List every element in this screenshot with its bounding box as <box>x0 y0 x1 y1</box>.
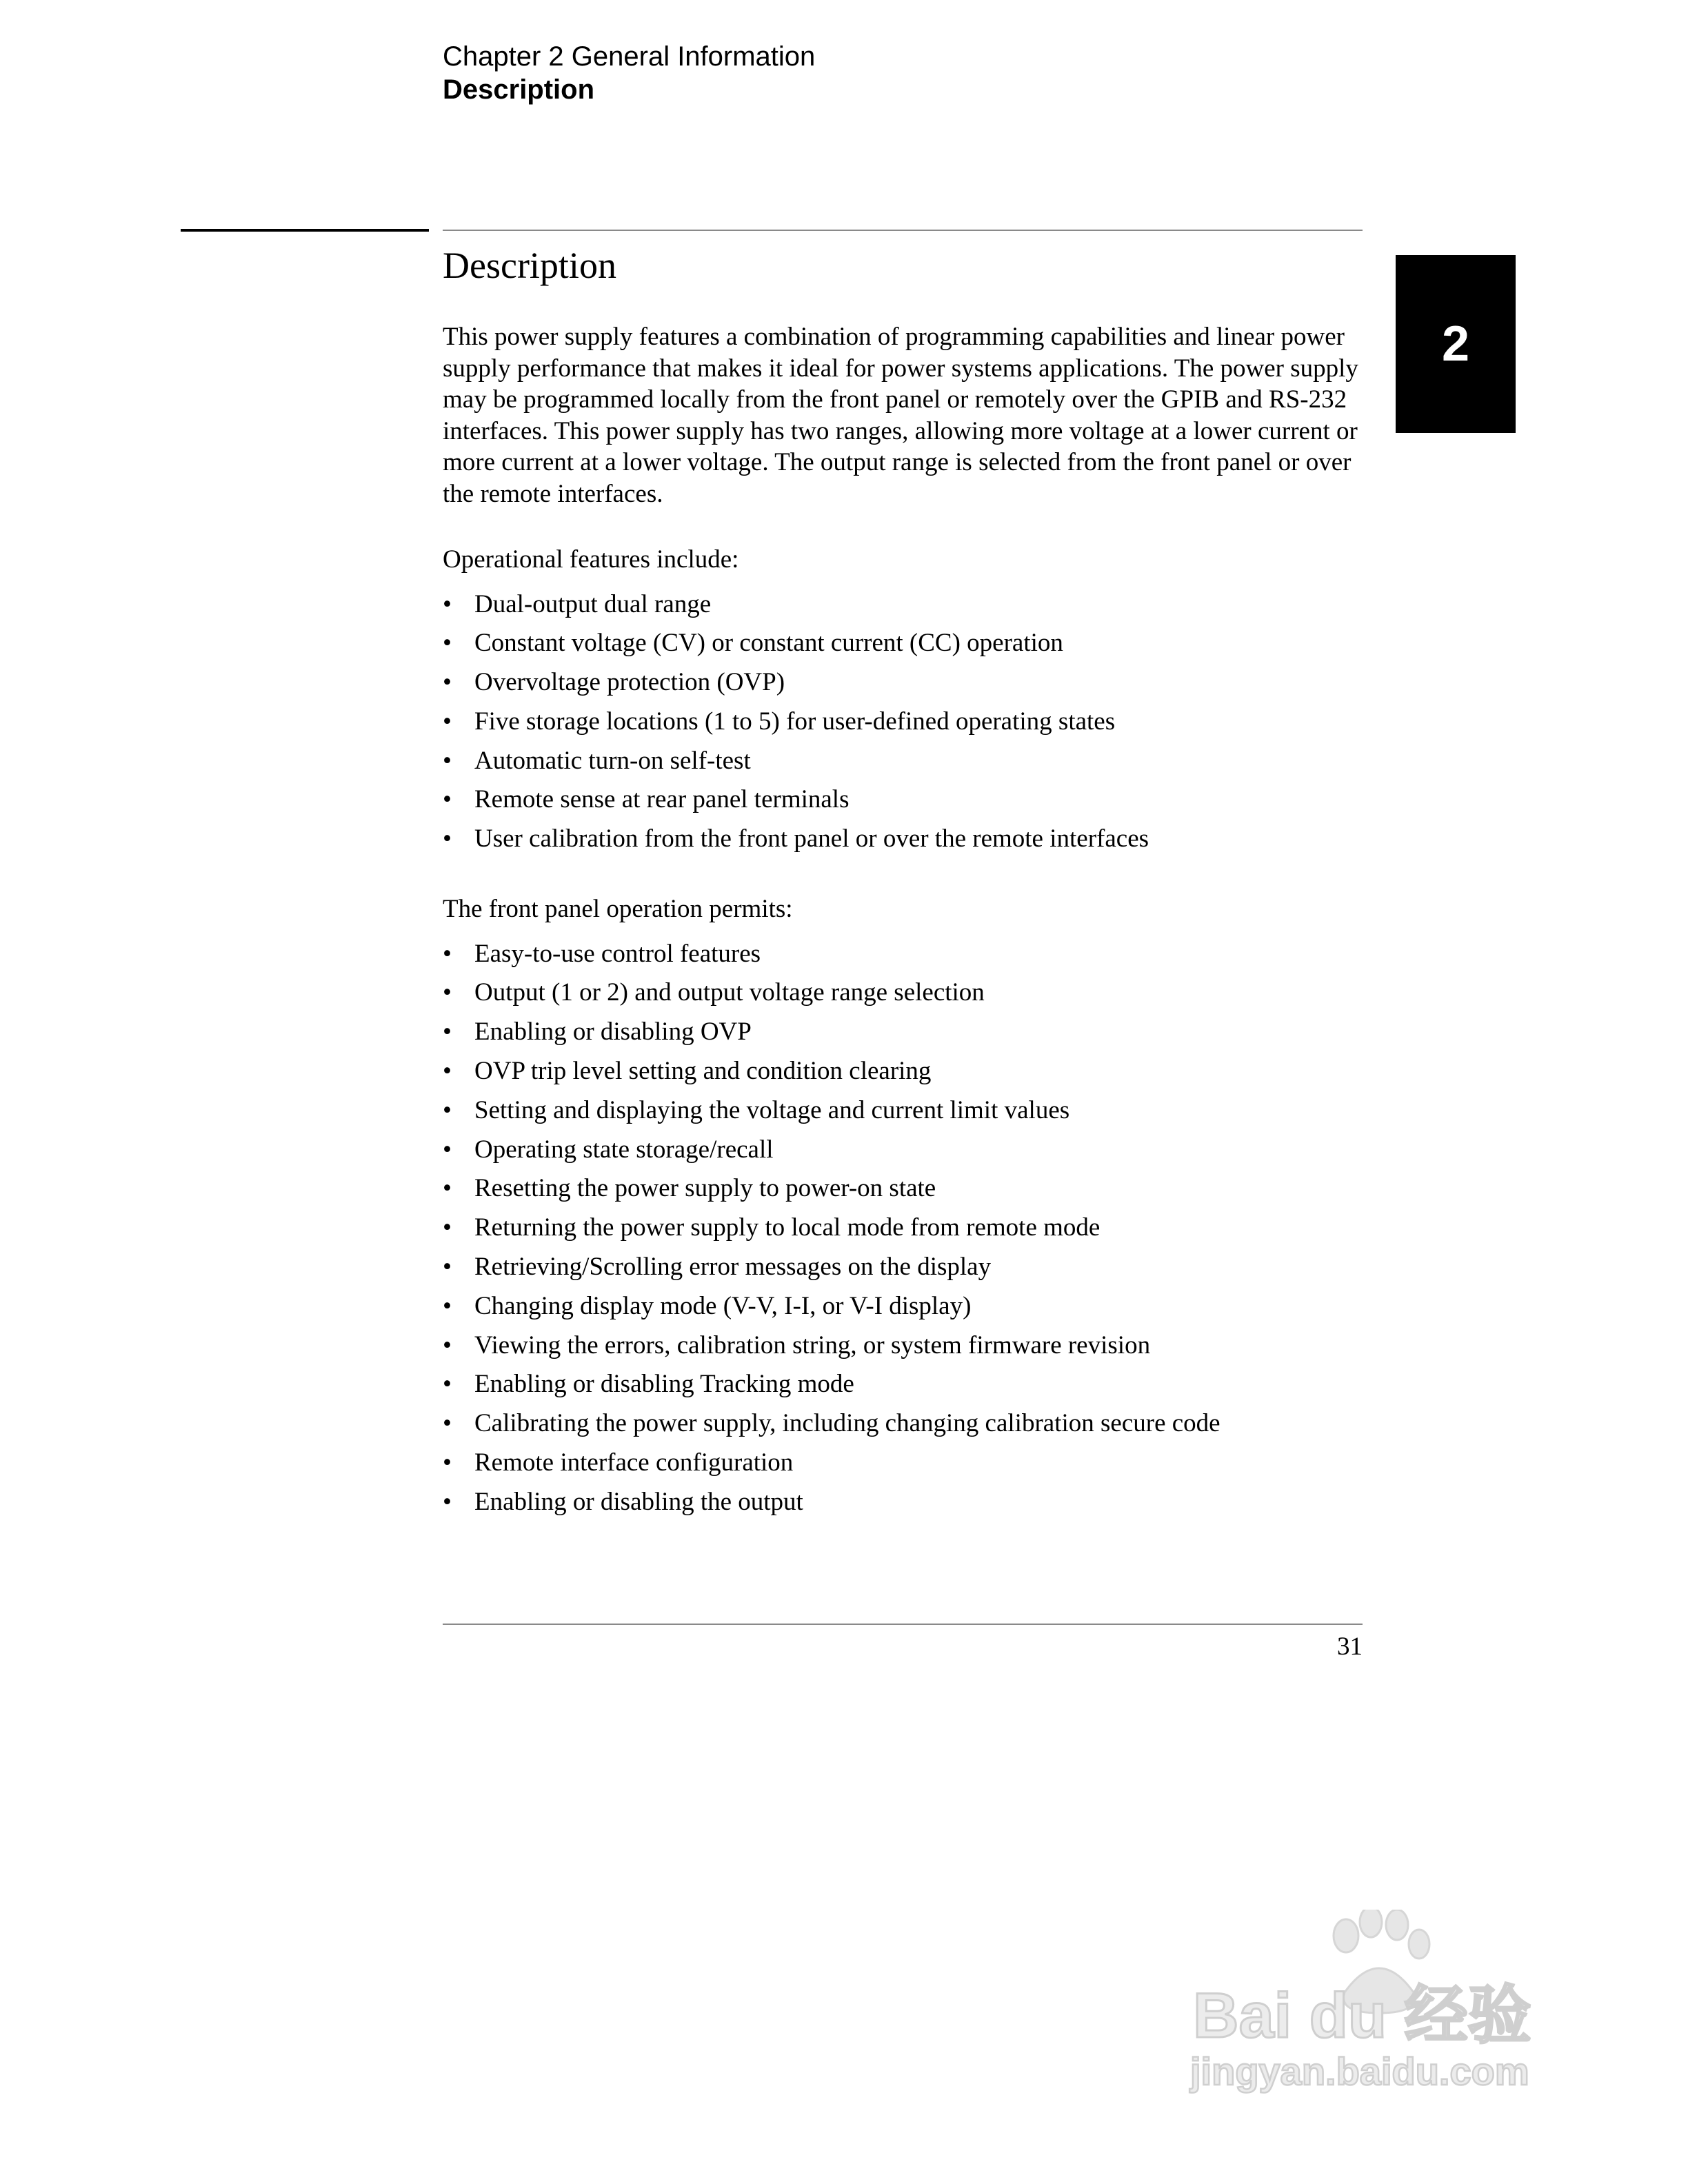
list-item <box>443 1365 1367 1404</box>
watermark-brand: Bai du 经验 <box>1193 1981 1531 2051</box>
list-item-text: Calibrating the power supply, including changing calibration secure code <box>474 1409 1220 1438</box>
bullet: • <box>443 668 452 697</box>
page-header <box>443 40 815 106</box>
list-item-text: Changing display mode (V-V, I-I, or V-I display) <box>474 1291 972 1320</box>
list-item <box>443 1483 1367 1522</box>
bullet: • <box>443 1018 452 1046</box>
main-content <box>443 241 1367 1522</box>
list-item-text: Easy-to-use control features <box>474 939 761 968</box>
list-item <box>443 1444 1367 1483</box>
list-item <box>443 935 1367 974</box>
list-item <box>443 1404 1367 1444</box>
list-item-text: Retrieving/Scrolling error messages on the display <box>474 1252 992 1281</box>
list-item <box>443 663 1367 702</box>
bullet: • <box>443 1409 452 1438</box>
intro-paragraph: This power supply features a combination of programming capabilities and linear power supply performance that makes it ideal for power systems applications. The power supply may be programmed locally from the front panel or remotely over the GPIB and RS-232 interfaces. This power supply has two ranges, allowing more voltage at a lower current or more current at a lower voltage. The output range is selected from the front panel or over the remote interfaces. <box>443 323 1358 508</box>
list-item-text: User calibration from the front panel or over the remote interfaces <box>474 825 1149 853</box>
bullet: • <box>443 1174 452 1203</box>
bullet: • <box>443 707 452 736</box>
list-item-text: Overvoltage protection (OVP) <box>474 668 785 697</box>
front-panel-lead: The front panel operation permits: <box>443 895 793 924</box>
chapter-title: Chapter 2 General Information <box>443 41 816 72</box>
list-item-text: Enabling or disabling the output <box>474 1487 803 1516</box>
margin-rule <box>181 229 429 232</box>
watermark-url: jingyan.baidu.com <box>1190 2050 1529 2093</box>
list-item-text: OVP trip level setting and condition clearing <box>474 1056 932 1085</box>
bullet: • <box>443 589 452 618</box>
list-item <box>443 1209 1367 1248</box>
list-item-text: Output (1 or 2) and output voltage range selection <box>474 978 985 1007</box>
list-item-text: Remote interface configuration <box>474 1448 794 1477</box>
front-panel-list <box>443 935 1367 1522</box>
list-item-text: Enabling or disabling Tracking mode <box>474 1370 854 1399</box>
list-item <box>443 1091 1367 1131</box>
bullet: • <box>443 978 452 1007</box>
page-number: 31 <box>1337 1632 1363 1661</box>
list-item <box>443 973 1367 1013</box>
features-list <box>443 585 1367 860</box>
list-item <box>443 1326 1367 1366</box>
bullet: • <box>443 1487 452 1516</box>
list-item-text: Setting and displaying the voltage and current limit values <box>474 1095 1070 1124</box>
bullet: • <box>443 629 452 658</box>
list-item-text: Enabling or disabling OVP <box>474 1018 752 1046</box>
list-item <box>443 780 1367 820</box>
list-item <box>443 1169 1367 1209</box>
list-item-text: Operating state storage/recall <box>474 1135 774 1164</box>
bullet: • <box>443 1448 452 1477</box>
bullet: • <box>443 1370 452 1399</box>
bullet: • <box>443 1056 452 1085</box>
list-item <box>443 702 1367 742</box>
list-item-text: Returning the power supply to local mode from remote mode <box>474 1213 1101 1242</box>
list-item <box>443 1013 1367 1052</box>
list-item <box>443 624 1367 663</box>
bullet: • <box>443 746 452 775</box>
bullet: • <box>443 785 452 814</box>
section-divider <box>443 230 1363 231</box>
list-item <box>443 585 1367 625</box>
footer-divider <box>443 1624 1363 1625</box>
baidu-watermark <box>1186 1910 1586 2096</box>
bullet: • <box>443 825 452 853</box>
list-item-text: Constant voltage (CV) or constant current (CC) operation <box>474 629 1063 658</box>
bullet: • <box>443 1291 452 1320</box>
list-item-text: Resetting the power supply to power-on state <box>474 1174 936 1203</box>
section-title: Description <box>443 74 595 105</box>
list-item-text: Remote sense at rear panel terminals <box>474 785 850 814</box>
list-item <box>443 1131 1367 1170</box>
list-item <box>443 820 1367 859</box>
list-item-text: Dual-output dual range <box>474 589 712 618</box>
list-item-text: Viewing the errors, calibration string, or system firmware revision <box>474 1331 1151 1359</box>
list-item <box>443 1052 1367 1091</box>
bullet: • <box>443 1213 452 1242</box>
list-item <box>443 742 1367 781</box>
bullet: • <box>443 1095 452 1124</box>
features-lead: Operational features include: <box>443 545 739 574</box>
list-item-text: Five storage locations (1 to 5) for user-defined operating states <box>474 707 1116 736</box>
bullet: • <box>443 1252 452 1281</box>
list-item <box>443 1248 1367 1287</box>
bullet: • <box>443 1135 452 1164</box>
list-item-text: Automatic turn-on self-test <box>474 746 751 775</box>
bullet: • <box>443 1331 452 1359</box>
bullet: • <box>443 939 452 968</box>
list-item <box>443 1287 1367 1326</box>
chapter-tab: 2 <box>1396 255 1516 433</box>
page-title: Description <box>443 245 616 286</box>
